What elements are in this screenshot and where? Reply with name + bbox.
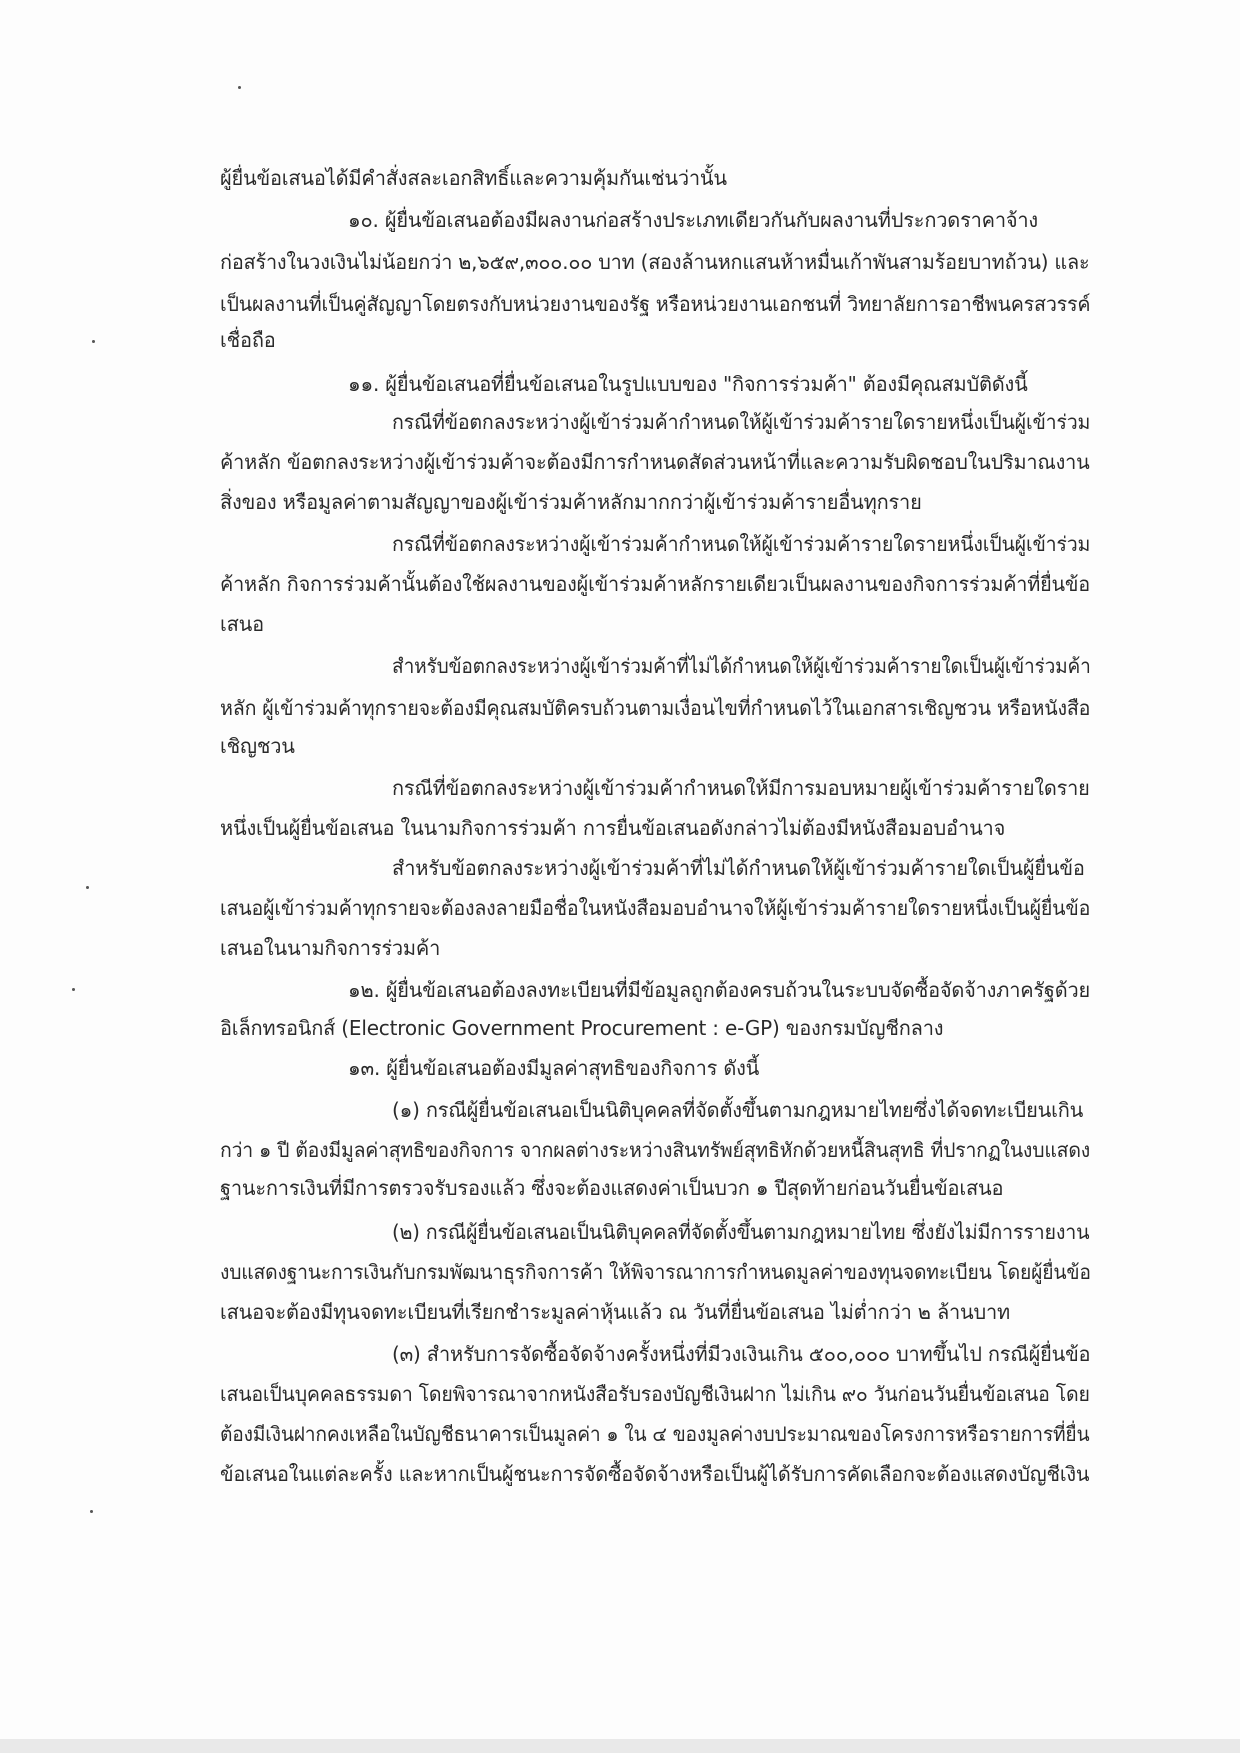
text-line: อิเล็กทรอนิกส์ (Electronic Government Procurement : e-GP) ของกรมบัญชีกลาง	[220, 1016, 944, 1040]
text-line: เชิญชวน	[220, 734, 295, 758]
scan-speck	[238, 86, 241, 89]
text-line: งบแสดงฐานะการเงินกับกรมพัฒนาธุรกิจการค้า ให้พิจารณาการกำหนดมูลค่าของทุนจดทะเบียน โดยผู้ยื่นข้อ	[220, 1260, 1091, 1284]
text-line: เสนอเป็นบุคคลธรรมดา โดยพิจารณาจากหนังสือรับรองบัญชีเงินฝาก ไม่เกิน ๙๐ วันก่อนวันยื่นข้อเสนอ โดย	[220, 1382, 1090, 1406]
text-line: กรณีที่ข้อตกลงระหว่างผู้เข้าร่วมค้ากำหนดให้มีการมอบหมายผู้เข้าร่วมค้ารายใดราย	[392, 776, 1090, 800]
text-line: (๑) กรณีผู้ยื่นข้อเสนอเป็นนิติบุคคลที่จัดตั้งขึ้นตามกฎหมายไทยซึ่งได้จดทะเบียนเกิน	[392, 1098, 1084, 1122]
text-line: ๑๓. ผู้ยื่นข้อเสนอต้องมีมูลค่าสุทธิของกิจการ ดังนี้	[348, 1056, 760, 1080]
scan-speck	[86, 886, 89, 889]
text-line: เสนอ	[220, 612, 264, 636]
text-line: เสนอผู้เข้าร่วมค้าทุกรายจะต้องลงลายมือชื่อในหนังสือมอบอำนาจให้ผู้เข้าร่วมค้ารายใดรายหนึ่งเป็นผู้ยื่นข้อ	[220, 896, 1091, 920]
text-line: ค้าหลัก ข้อตกลงระหว่างผู้เข้าร่วมค้าจะต้องมีการกำหนดสัดส่วนหน้าที่และความรับผิดชอบในปริมาณงาน	[220, 450, 1090, 474]
text-line: เสนอจะต้องมีทุนจดทะเบียนที่เรียกชำระมูลค่าหุ้นแล้ว ณ วันที่ยื่นข้อเสนอ ไม่ต่ำกว่า ๒ ล้านบาท	[220, 1300, 1011, 1324]
text-line: กว่า ๑ ปี ต้องมีมูลค่าสุทธิของกิจการ จากผลต่างระหว่างสินทรัพย์สุทธิหักด้วยหนี้สินสุทธิ ที่ปรากฏในงบแสดง	[220, 1138, 1091, 1162]
text-line: เป็นผลงานที่เป็นคู่สัญญาโดยตรงกับหน่วยงานของรัฐ หรือหน่วยงานเอกชนที่ วิทยาลัยการอาชีพนครสวรรค์	[220, 292, 1091, 316]
text-line: ๑๑. ผู้ยื่นข้อเสนอที่ยื่นข้อเสนอในรูปแบบของ "กิจการร่วมค้า" ต้องมีคุณสมบัติดังนี้	[348, 372, 1028, 396]
text-line: กรณีที่ข้อตกลงระหว่างผู้เข้าร่วมค้ากำหนดให้ผู้เข้าร่วมค้ารายใดรายหนึ่งเป็นผู้เข้าร่วม	[392, 410, 1091, 434]
text-line: ฐานะการเงินที่มีการตรวจรับรองแล้ว ซึ่งจะต้องแสดงค่าเป็นบวก ๑ ปีสุดท้ายก่อนวันยื่นข้อเสนอ	[220, 1176, 1004, 1200]
text-line: หลัก ผู้เข้าร่วมค้าทุกรายจะต้องมีคุณสมบัติครบถ้วนตามเงื่อนไขที่กำหนดไว้ในเอกสารเชิญชวน หรือหนังสือ	[220, 696, 1091, 720]
text-line: ก่อสร้างในวงเงินไม่น้อยกว่า ๒,๖๕๙,๓๐๐.๐๐ บาท (สองล้านหกแสนห้าหมื่นเก้าพันสามร้อยบาทถ้วน) และ	[220, 250, 1090, 274]
text-line: ๑๒. ผู้ยื่นข้อเสนอต้องลงทะเบียนที่มีข้อมูลถูกต้องครบถ้วนในระบบจัดซื้อจัดจ้างภาครัฐด้วย	[348, 978, 1091, 1002]
text-line: ข้อเสนอในแต่ละครั้ง และหากเป็นผู้ชนะการจัดซื้อจัดจ้างหรือเป็นผู้ได้รับการคัดเลือกจะต้องแสดงบัญชีเงิน	[220, 1462, 1090, 1486]
text-line: หนึ่งเป็นผู้ยื่นข้อเสนอ ในนามกิจการร่วมค้า การยื่นข้อเสนอดังกล่าวไม่ต้องมีหนังสือมอบอำนาจ	[220, 816, 1006, 840]
text-line: ต้องมีเงินฝากคงเหลือในบัญชีธนาคารเป็นมูลค่า ๑ ใน ๔ ของมูลค่างบประมาณของโครงการหรือรายการที่ยื่น	[220, 1422, 1090, 1446]
scan-edge	[0, 1739, 1240, 1753]
text-line: เสนอในนามกิจการร่วมค้า	[220, 936, 441, 960]
text-line: ๑๐. ผู้ยื่นข้อเสนอต้องมีผลงานก่อสร้างประเภทเดียวกันกับผลงานที่ประกวดราคาจ้าง	[348, 208, 1038, 232]
text-line: เชื่อถือ	[220, 328, 276, 352]
text-line: สิ่งของ หรือมูลค่าตามสัญญาของผู้เข้าร่วมค้าหลักมากกว่าผู้เข้าร่วมค้ารายอื่นทุกราย	[220, 490, 922, 514]
text-line: ผู้ยื่นข้อเสนอได้มีคำสั่งสละเอกสิทธิ์และความคุ้มกันเช่นว่านั้น	[220, 166, 727, 190]
text-line: (๒) กรณีผู้ยื่นข้อเสนอเป็นนิติบุคคลที่จัดตั้งขึ้นตามกฎหมายไทย ซึ่งยังไม่มีการรายงาน	[392, 1220, 1090, 1244]
scan-speck	[90, 1510, 93, 1513]
text-line: สำหรับข้อตกลงระหว่างผู้เข้าร่วมค้าที่ไม่ได้กำหนดให้ผู้เข้าร่วมค้ารายใดเป็นผู้ยื่นข้อ	[392, 856, 1085, 880]
text-line: ค้าหลัก กิจการร่วมค้านั้นต้องใช้ผลงานของผู้เข้าร่วมค้าหลักรายเดียวเป็นผลงานของกิจการร่วมค้าที่ยื่นข้อ	[220, 572, 1090, 596]
scan-speck	[72, 988, 75, 991]
scan-speck	[92, 340, 95, 343]
text-line: สำหรับข้อตกลงระหว่างผู้เข้าร่วมค้าที่ไม่ได้กำหนดให้ผู้เข้าร่วมค้ารายใดเป็นผู้เข้าร่วมค้า	[392, 654, 1091, 678]
text-line: (๓) สำหรับการจัดซื้อจัดจ้างครั้งหนึ่งที่มีวงเงินเกิน ๕๐๐,๐๐๐ บาทขึ้นไป กรณีผู้ยื่นข้อ	[392, 1342, 1091, 1366]
text-line: กรณีที่ข้อตกลงระหว่างผู้เข้าร่วมค้ากำหนดให้ผู้เข้าร่วมค้ารายใดรายหนึ่งเป็นผู้เข้าร่วม	[392, 532, 1091, 556]
